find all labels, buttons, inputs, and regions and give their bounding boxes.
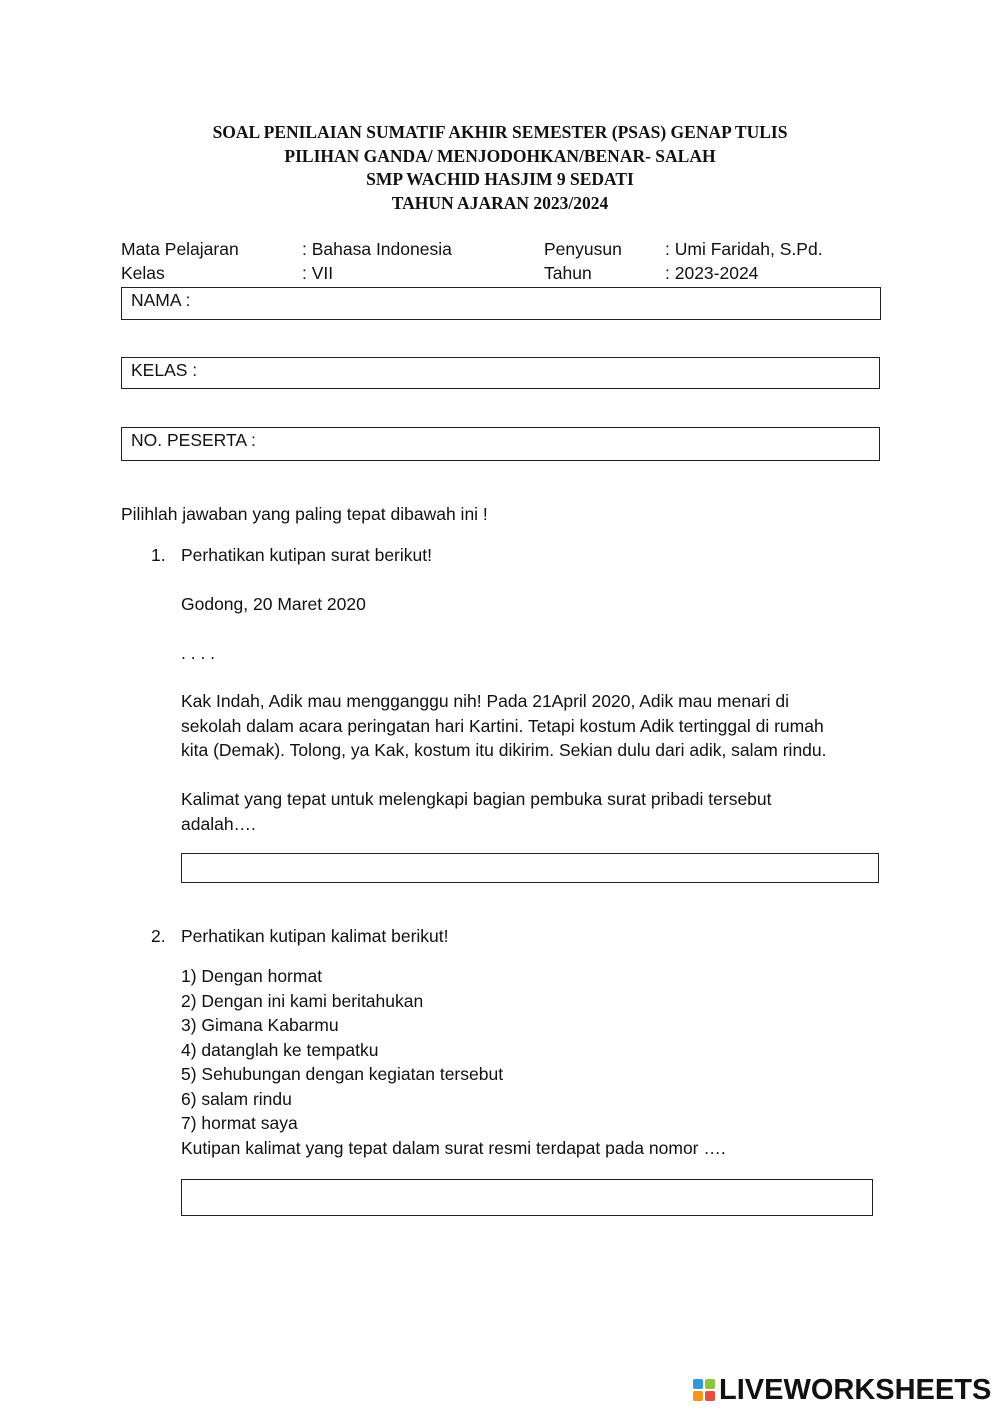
q1-question-line-2: adalah…. [181,813,256,834]
q1-number: 1. [151,545,166,565]
author-value: : Umi Faridah, S.Pd. [665,239,823,259]
subject-label: Mata Pelajaran [121,239,239,259]
name-field[interactable] [121,287,881,320]
q1-question-line-1: Kalimat yang tepat untuk melengkapi bagian pembuka surat pribadi tersebut [181,789,772,809]
title-line-1: SOAL PENILAIAN SUMATIF AKHIR SEMESTER (PSAS) GENAP TULIS [212,122,788,142]
q1-letter-body [181,689,881,763]
q2-item: 7) hormat saya [181,1113,298,1133]
q1-question [181,787,881,836]
year-label: Tahun [544,263,592,283]
q2-number: 2. [151,926,166,946]
year-value: : 2023-2024 [665,263,759,283]
q2-item: 5) Sehubungan dengan kegiatan tersebut [181,1064,504,1084]
title-line-3: SMP WACHID HASJIM 9 SEDATI [366,169,634,189]
class-field[interactable] [121,357,880,389]
q1-letter-line-1: Kak Indah, Adik mau mengganggu nih! Pada 21April 2020, Adik mau menari di [181,691,790,711]
class-value: : VII [302,263,334,283]
title-line-4: TAHUN AJARAN 2023/2024 [391,192,609,213]
q2-prompt: Perhatikan kutipan kalimat berikut! [181,926,449,946]
mark-square [693,1391,703,1401]
mark-square [693,1379,703,1389]
instruction-text: Pilihlah jawaban yang paling tepat dibawah ini ! [121,504,488,524]
mark-square [705,1379,715,1389]
q2-item: 6) salam rindu [181,1088,292,1109]
participant-number-field[interactable] [121,427,880,461]
q2-item: 2) Dengan ini kami beritahukan [181,990,424,1011]
liveworksheets-logo [693,1375,991,1405]
author-label: Penyusun [544,239,622,259]
q2-question: Kutipan kalimat yang tepat dalam surat resmi terdapat pada nomor …. [181,1137,726,1158]
q1-letter-date: Godong, 20 Maret 2020 [181,594,366,614]
liveworksheets-wordmark: LIVEWORKSHEETS [719,1373,992,1406]
mark-square [705,1391,715,1401]
class-label: Kelas [121,263,165,283]
class-field-label: KELAS : [131,360,198,380]
q1-ellipsis: . . . . [181,643,216,663]
title-line-2: PILIHAN GANDA/ MENJODOHKAN/BENAR- SALAH [284,145,716,166]
q2-item: 3) Gimana Kabarmu [181,1015,339,1035]
q2-answer-input[interactable] [181,1179,873,1216]
subject-value: : Bahasa Indonesia [302,239,452,259]
q1-answer-input[interactable] [181,853,879,883]
q2-item: 4) datanglah ke tempatku [181,1039,379,1060]
q2-item: 1) Dengan hormat [181,966,323,986]
q1-prompt: Perhatikan kutipan surat berikut! [181,545,432,565]
participant-number-label: NO. PESERTA : [131,430,256,450]
q1-letter-line-3: kita (Demak). Tolong, ya Kak, kostum itu dikirim. Sekian dulu dari adik, salam rindu. [181,740,827,760]
name-field-label: NAMA : [131,290,191,310]
q1-letter-line-2: sekolah dalam acara peringatan hari Kartini. Tetapi kostum Adik tertinggal di rumah [181,715,824,736]
document-title [0,121,1000,215]
q2-item-list [181,964,881,1160]
liveworksheets-mark-icon [693,1379,715,1401]
